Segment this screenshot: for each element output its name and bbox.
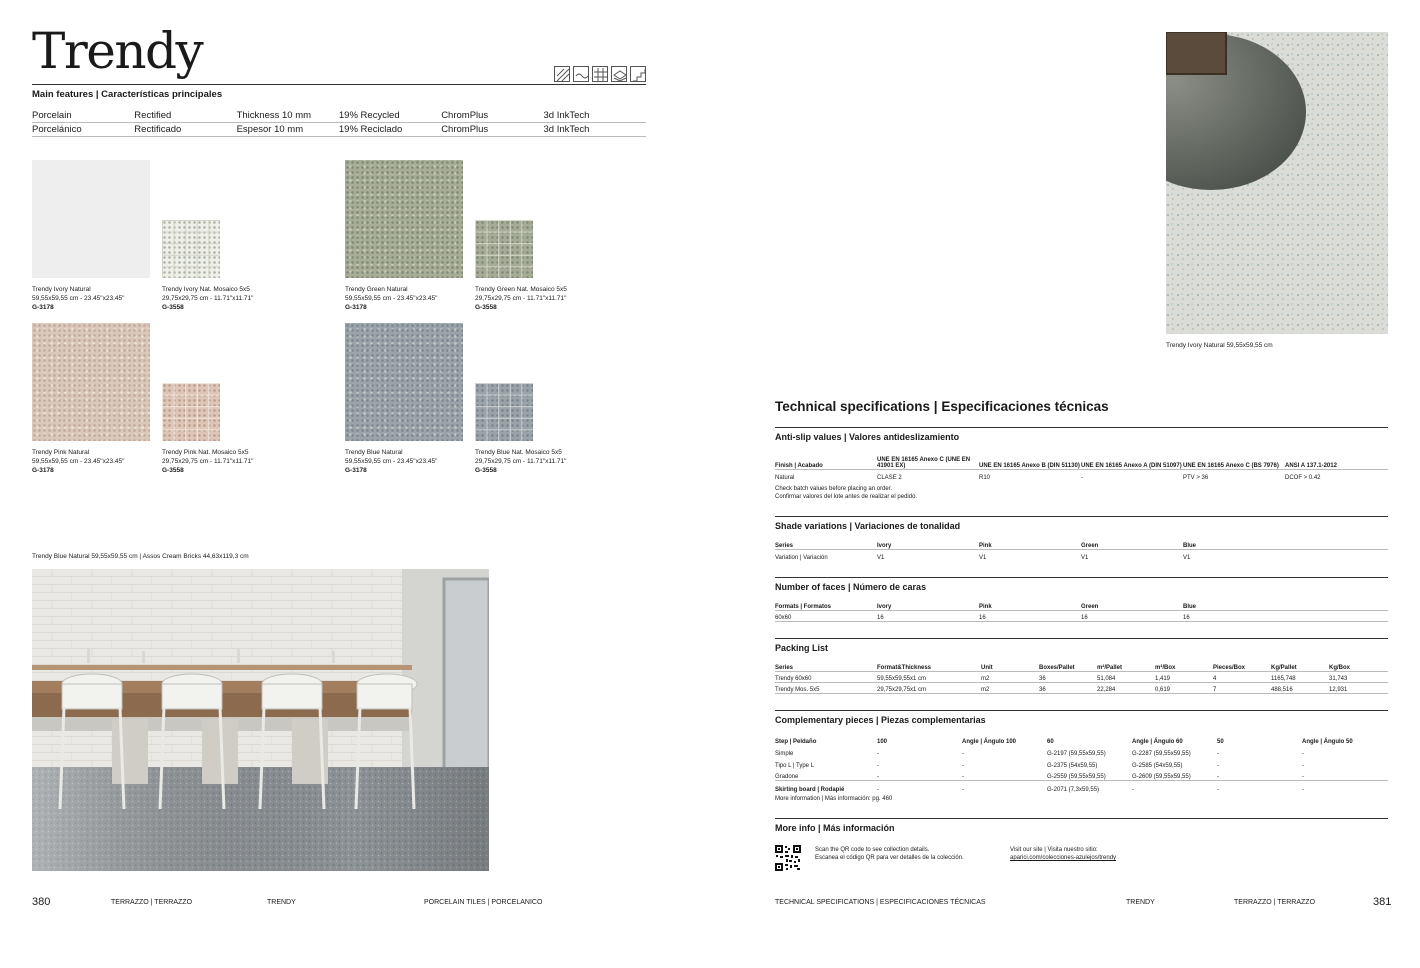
antislip-note: Check batch values before placing an order. Confirmar valores del lote antes de realizar el pedido. [775, 486, 918, 500]
features-row-en [32, 110, 646, 123]
footer-text: TRENDY [267, 899, 296, 906]
restaurant-scene-photo [32, 569, 489, 871]
table-row: Gradone - - G-2559 (59,55x59,55) G-2609 (59,55x59,55) - - [775, 769, 1388, 781]
product-caption: Trendy Blue Nat. Mosaico 5x5 29,75x29,75 cm - 11.71"x11.71" G-3558 [475, 449, 567, 474]
table-row: 60x60 16 16 16 16 [775, 611, 1388, 622]
page-number: 380 [32, 896, 51, 908]
feature-item: Porcelain [32, 110, 72, 121]
footer-text: TRENDY [1126, 899, 1155, 906]
site-info: Visit our site | Visita nuestro sitio: aparici.com/colecciones-azulejos/trendy [1010, 847, 1117, 861]
table-header-row: Finish | Acabado UNE EN 16165 Anexo C (UNE EN 41901 EX) UNE EN 16165 Anexo B (DIN 51130) UNE EN 16165 Anexo A (DIN 51097) UNE EN 16165 Anexo C (BS 7976) ANSI A 137.1-2012 [775, 452, 1388, 470]
feature-item: 19% Reciclado [338, 124, 403, 135]
tile-pink-mosaic-image [162, 383, 220, 441]
table-row: Trendy 60x60 59,55x59,55x1 cm m2 36 51,084 1,419 4 1165,748 31,743 [775, 672, 1388, 683]
section-rule [775, 577, 1388, 578]
table-header-row: Step | Peldaño 100 Angle | Ángulo 100 60 Angle | Ángulo 60 50 Angle | Ángulo 50 [775, 739, 1353, 745]
complementary-title: Complementary pieces | Piezas complementarias [775, 715, 986, 725]
antislip-table [775, 452, 1388, 481]
tile-blue-mosaic-image [475, 383, 533, 441]
table-row: Natural CLASE 2 R10 - PTV > 36 DCOF > 0.42 [775, 475, 1321, 481]
table-header-row: Series Ivory Pink Green Blue [775, 540, 1388, 550]
hero-floor-photo [1166, 32, 1388, 334]
tile-green-natural-image [345, 160, 463, 278]
stairs-icon [630, 66, 646, 82]
grid-icon [592, 66, 608, 82]
tile-ivory-natural-image [32, 160, 150, 278]
main-features-title: Main features | Características principales [32, 89, 223, 100]
table-header-row: Formats | Formatos Ivory Pink Green Blue [775, 601, 1388, 611]
shade-title: Shade variations | Variaciones de tonalidad [775, 521, 961, 531]
feature-item: Thickness 10 mm [236, 110, 312, 121]
shade-table [775, 540, 1388, 561]
product-caption: Trendy Green Natural 59,55x59,55 cm - 23.45"x23.45" G-3178 [345, 286, 438, 311]
product-caption: Trendy Green Nat. Mosaico 5x5 29,75x29,75 cm - 11.71"x11.71" G-3558 [475, 286, 567, 311]
product-caption: Trendy Pink Nat. Mosaico 5x5 29,75x29,75 cm - 11.71"x11.71" G-3558 [162, 449, 254, 474]
tile-green-mosaic-image [475, 220, 533, 278]
wave-icon [573, 66, 589, 82]
tile-blue-natural-image [345, 323, 463, 441]
feature-item: 3d InkTech [543, 124, 590, 135]
complementary-more: More information | Más información: pg. 460 [775, 796, 893, 802]
faces-table [775, 601, 1388, 622]
feature-icons [554, 66, 646, 82]
feature-item: 3d InkTech [543, 110, 590, 121]
layers-icon [611, 66, 627, 82]
product-caption: Trendy Blue Natural 59,55x59,55 cm - 23.45"x23.45" G-3178 [345, 449, 438, 474]
qr-code-icon[interactable] [775, 845, 801, 871]
page-number: 381 [1373, 896, 1392, 908]
product-caption: Trendy Ivory Natural 59,55x59,55 cm - 23.45"x23.45" G-3178 [32, 286, 125, 311]
header-rule [32, 84, 646, 85]
feature-item: ChromPlus [441, 124, 489, 135]
feature-item: Porcelánico [32, 124, 82, 135]
section-rule [775, 710, 1388, 711]
packing-title: Packing List [775, 643, 829, 653]
product-caption: Trendy Ivory Nat. Mosaico 5x5 29,75x29,75 cm - 11.71"x11.71" G-3558 [162, 286, 254, 311]
footer-text: TERRAZZO | TERRAZZO [1234, 899, 1316, 906]
tile-pink-natural-image [32, 323, 150, 441]
table-header-row: Series Format&Thickness Unit Boxes/Pallet m²/Pallet m²/Box Pieces/Box Kg/Pallet Kg/Box [775, 662, 1388, 672]
complementary-table [775, 735, 1388, 793]
packing-table [775, 662, 1388, 694]
feature-item: Espesor 10 mm [236, 124, 304, 135]
table-row: Skirting board | Rodapié - - G-2071 (7,3x59,55) - - - [775, 787, 1304, 793]
tech-specs-title: Technical specifications | Especificaciones técnicas [775, 399, 1109, 414]
qr-instructions: Scan the QR code to see collection details. Escanea el código QR para ver detalles de la colección. [815, 847, 964, 861]
feature-item: ChromPlus [441, 110, 489, 121]
footer-text: TERRAZZO | TERRAZZO [111, 899, 193, 906]
product-caption: Trendy Pink Natural 59,55x59,55 cm - 23.45"x23.45" G-3178 [32, 449, 125, 474]
section-rule [775, 638, 1388, 639]
section-rule [775, 427, 1388, 428]
table-row: Variation | Variación V1 V1 V1 V1 [775, 555, 1191, 561]
rectified-icon [554, 66, 570, 82]
hero-caption: Trendy Ivory Natural 59,55x59,55 cm [1166, 342, 1273, 349]
feature-item: Rectificado [134, 124, 182, 135]
feature-item: Rectified [134, 110, 172, 121]
features-row-es [32, 124, 646, 137]
table-row: Simple - - G-2197 (59,55x59,55) G-2287 (59,55x59,55) - - [775, 751, 1304, 757]
page-title: Trendy [32, 22, 203, 80]
site-link[interactable]: aparici.com/colecciones-azulejos/trendy [1010, 855, 1117, 861]
feature-item: 19% Recycled [338, 110, 400, 121]
footer-text: PORCELAIN TILES | PORCELANICO [424, 899, 543, 906]
antislip-title: Anti-slip values | Valores antideslizamiento [775, 432, 960, 442]
table-row: Trendy Mos. 5x5 29,75x29,75x1 cm m2 36 22,284 0,619 7 488,516 12,931 [775, 683, 1388, 694]
section-rule [775, 818, 1388, 819]
more-info-title: More info | Más información [775, 823, 895, 833]
footer-text: TECHNICAL SPECIFICATIONS | ESPECIFICACIONES TÉCNICAS [775, 899, 986, 906]
table-row: Tipo L | Type L - - G-2375 (54x59,55) G-2585 (54x59,55) - - [775, 763, 1304, 769]
tile-ivory-mosaic-image [162, 220, 220, 278]
faces-title: Number of faces | Número de caras [775, 582, 927, 592]
scene-caption: Trendy Blue Natural 59,55x59,55 cm | Assos Cream Bricks 44,63x119,3 cm [32, 553, 249, 560]
section-rule [775, 516, 1388, 517]
